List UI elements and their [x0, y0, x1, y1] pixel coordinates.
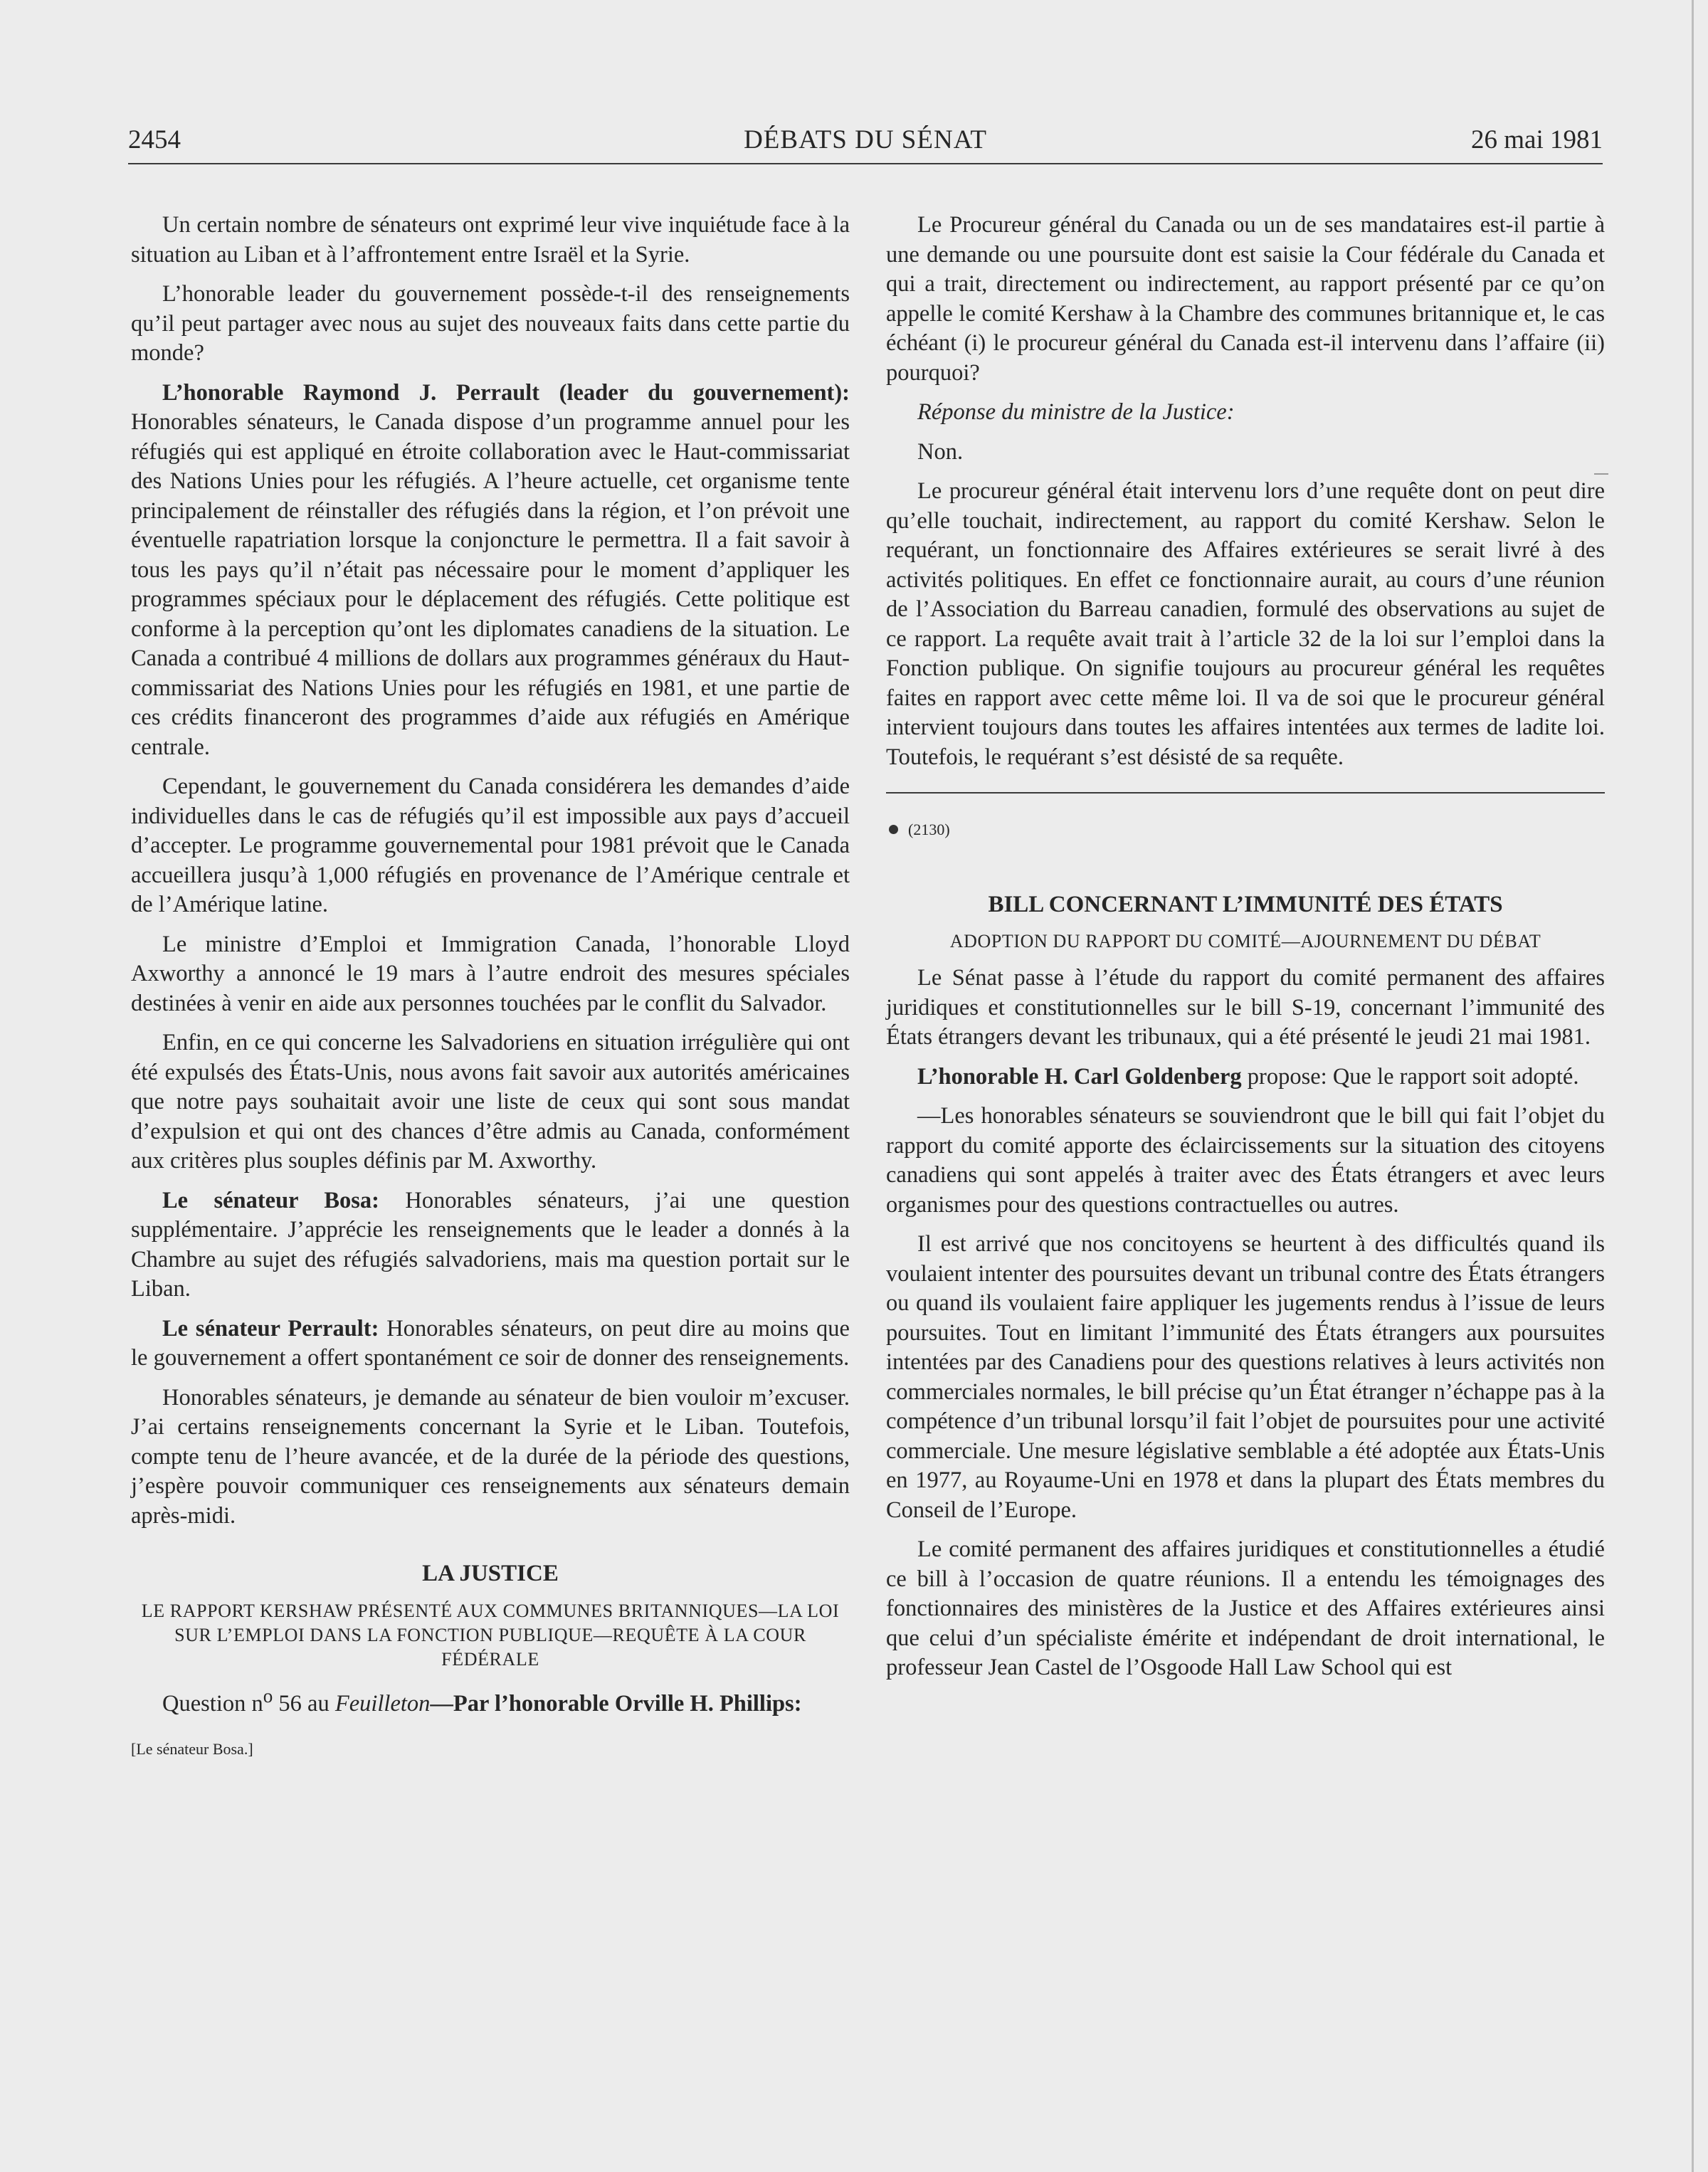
section-subtitle: ADOPTION DU RAPPORT DU COMITÉ—AJOURNEMENT DU DÉBAT: [949, 931, 1541, 951]
paragraph: [131, 379, 850, 763]
paragraph: [131, 1314, 850, 1374]
speaker-name: L’honorable Raymond J. Perrault (leader du gouvernement):: [162, 379, 850, 406]
section-subtitle: LE RAPPORT KERSHAW PRÉSENTÉ AUX COMMUNES BRITANNIQUES—LA LOI SUR L’EMPLOI DANS LA FONCTION PUBLIQUE—REQUÊTE À LA COUR FÉDÉRALE: [141, 1600, 840, 1670]
paragraph: [886, 1063, 1605, 1092]
section-divider: [886, 792, 1605, 794]
paragraph: Un certain nombre de sénateurs ont exprimé leur vive inquiétude face à la situation au Liban et à l’affrontement entre Israël et la Syrie.: [131, 212, 850, 268]
left-column: [131, 211, 850, 1764]
paragraph: Le ministre d’Emploi et Immigration Canada, l’honorable Lloyd Axworthy a annoncé le 19 mars à l’autre endroit des mesures spéciales destinées à venir en aide aux personnes touchées par le conflit du Salvador.: [131, 931, 850, 1016]
speech-text: Honorables sénateurs, j’ai une question supplémentaire. J’apprécie les renseignements que le leader a donnés à la Chambre au sujet des réfugiés salvadoriens, mais ma question portait sur le Liban.: [131, 1187, 850, 1302]
paragraph: L’honorable leader du gouvernement possède-t-il des renseignements qu’il peut partager avec nous au sujet des nouveaux faits dans cette partie du monde?: [131, 281, 850, 366]
speech-text: propose: Que le rapport soit adopté.: [1241, 1063, 1579, 1090]
paragraph: Honorables sénateurs, je demande au sénateur de bien vouloir m’excuser. J’ai certains renseignements concernant la Syrie et le Liban. Toutefois, compte tenu de l’heure avancée, et de la durée de la période des questions, j’espère pouvoir communiquer ces renseignements aux sénateurs demain après-midi.: [131, 1384, 850, 1529]
right-column: [886, 211, 1605, 1693]
speech-text: Honorables sénateurs, on peut dire au moins que le gouvernement a offert spontanément ce soir de donner des renseignements.: [131, 1315, 850, 1371]
paragraph: Enfin, en ce qui concerne les Salvadoriens en situation irrégulière qui ont été expulsés des États-Unis, nous avons fait savoir aux autorités américaines que notre pays souhaitait avoir une liste de ceux qui sont sous mandat d’expulsion et qui ont des chances d’être admis au Canada, conformément aux critères plus souples définis par M. Axworthy.: [131, 1030, 850, 1174]
page-edge: [1692, 0, 1694, 2172]
header-rule: [128, 163, 1603, 164]
bullet-icon: [889, 825, 898, 834]
question-line: Question $n^o$ 56 au Feuilleton—Par l’honorable Orville H. Phillips:: [162, 1685, 802, 1717]
paragraph: Cependant, le gouvernement du Canada considérera les demandes d’aide individuelles dans le cas de réfugiés qu’il est impossible aux pays d’accueil d’accepter. Le programme gouvernemental pour 1981 prévoit que le Canada accueillera jusqu’à 1,000 réfugiés en provenance de l’Amérique centrale et de l’Amérique latine.: [131, 774, 850, 917]
paragraph: Le Sénat passe à l’étude du rapport du comité permanent des affaires juridiques et constitutionnelles sur le bill S-19, concernant l’immunité des États étrangers devant les tribunaux, qui a été présenté le jeudi 21 mai 1981.: [886, 965, 1605, 1050]
reply-answer: Non.: [917, 438, 964, 465]
page-header: [128, 125, 1603, 164]
section-title: BILL CONCERNANT L’IMMUNITÉ DES ÉTATS: [988, 891, 1503, 917]
section-title: LA JUSTICE: [422, 1561, 559, 1586]
time-marker: [886, 815, 1605, 845]
paragraph: Il est arrivé que nos concitoyens se heurtent à des difficultés quand ils voulaient intenter des poursuites devant un tribunal contre des États étrangers ou quand ils voulaient faire appliquer les jugements rendus à l’issue de leurs poursuites. Tout en limitant l’immunité des États étrangers aux poursuites intentées par des Canadiens pour des questions relatives à leurs activités non commerciales normales, le bill précise qu’un État étranger n’échappe pas à la compétence d’un tribunal lorsqu’il fait l’objet de poursuites pour une activité commerciale. Une mesure législative semblable a été adoptée aux États-Unis en 1977, au Royaume-Uni en 1978 et dans la plupart des États membres du Conseil de l’Europe.: [886, 1231, 1605, 1523]
paragraph: Le procureur général était intervenu lors d’une requête dont on peut dire qu’elle touchait, indirectement, au rapport du comité Kershaw. Selon le requérant, un fonctionnaire des Affaires extérieures se serait livré à des activités politiques. En effet ce fonctionnaire aurait, au cours d’une réunion de l’Association du Barreau canadien, formulé des observations au sujet de ce rapport. La requête avait trait à l’article 32 de la loi sur l’emploi dans la Fonction publique. On signifie toujours au procureur général les requêtes faites en rapport avec cette même loi. Il va de soi que le procureur général intervient toujours dans toutes les affaires intentées aux termes de ladite loi. Toutefois, le requérant s’est désisté de sa requête.: [886, 478, 1605, 770]
speaker-name: L’honorable H. Carl Goldenberg: [917, 1063, 1242, 1090]
paragraph: Le Procureur général du Canada ou un de ses mandataires est-il partie à une demande ou une poursuite dont est saisie la Cour fédérale du Canada et qui a trait, directement ou indirectement, au rapport présenté par ce qu’on appelle le comité Kershaw à la Chambre des communes britannique et, le cas échéant (i) le procureur général du Canada est-il intervenu dans l’affaire (ii) pourquoi?: [886, 212, 1605, 386]
speaker-name: Le sénateur Bosa:: [162, 1187, 380, 1213]
running-note: [Le sénateur Bosa.]: [131, 1739, 253, 1758]
publication-date: 26 mai 1981: [1471, 125, 1603, 154]
page-number: 2454: [128, 125, 181, 154]
paragraph: —Les honorables sénateurs se souviendront que le bill qui fait l’objet du rapport du comité apporte des éclaircissements sur la situation des citoyens canadiens qui sont appelés à traiter avec des États étrangers et avec leurs organismes pour des questions contractuelles ou autres.: [886, 1103, 1605, 1218]
reply-heading: Réponse du ministre de la Justice:: [917, 399, 1235, 425]
speech-text: Honorables sénateurs, le Canada dispose d’un programme annuel pour les réfugiés qui est appliqué en étroite collaboration avec le Haut-commissariat des Nations Unies pour les réfugiés. A l’heure actuelle, cet organisme tente principalement de réinstaller des réfugiés dans la région, et l’on prévoit une éventuelle rapatriation lorsque la conjoncture le permettra. Il a fait savoir à tous les pays qu’il n’était pas nécessaire pour le moment d’appliquer les programmes spéciaux pour le déplacement des réfugiés. Cette politique est conforme à la perception qu’ont les diplomates canadiens de la situation. Le Canada a contribué 4 millions de dollars aux programmes généraux du Haut-commissariat des Nations Unies pour les réfugiés en 1981, et une partie de ces crédits financeront des programmes d’aide aux réfugiés en Amérique centrale.: [131, 409, 850, 760]
paragraph: Le comité permanent des affaires juridiques et constitutionnelles a étudié ce bill à l’occasion de quatre réunions. Il a entendu les témoignages des fonctionnaires des ministères de la Justice et des Affaires extérieures ainsi que celui d’un spécialiste émérite et indépendant de droit international, le professeur Jean Castel de l’Osgoode Hall Law School qui est: [886, 1536, 1605, 1680]
publication-title: DÉBATS DU SÉNAT: [744, 125, 987, 154]
speaker-name: Le sénateur Perrault:: [162, 1315, 379, 1341]
time-marker-text: (2130): [908, 821, 950, 838]
paragraph: [131, 1186, 850, 1304]
